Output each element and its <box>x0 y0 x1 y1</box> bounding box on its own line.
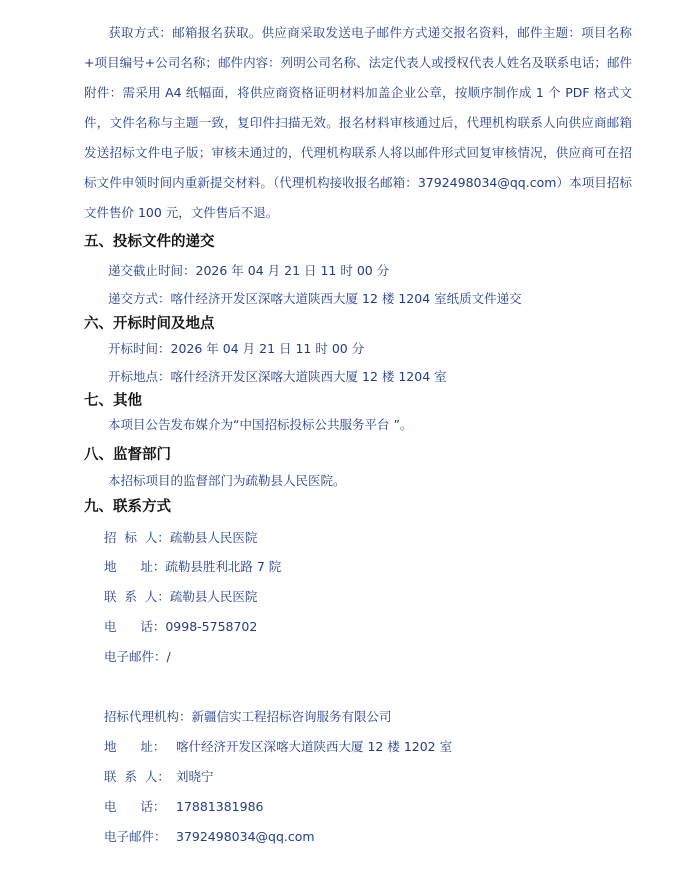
agency-phone-label: 电 话： <box>104 799 166 814</box>
opening-time-value: 2026 年 04 月 21 日 11 时 00 分 <box>170 341 365 356</box>
section9-heading: 九、联系方式 <box>84 499 171 515</box>
submit-method-value: 喀什经济开发区深喀大道陕西大厦 12 楼 1204 室纸质文件递交 <box>170 291 522 306</box>
agency-contact-value: 刘晓宁 <box>176 769 214 784</box>
intro-text: 获取方式：邮箱报名获取。供应商采取发送电子邮件方式递交报名资料，邮件主题：项目名称+项目编号+公司名称；邮件内容：列明公司名称、法定代表人或授权代表人姓名及联系电话；邮件附件：需采用 A4 纸幅面，将供应商资格证明材料加盖企业公章，按顺序制作成 1 个 PDF 格式文件，文件名称与主题一致，复印件扫描无效。报名材料审核通过后，代理机构联系人向供应商邮箱发送招标文件电子版；审核未通过的，代理机构联系人将以邮件形式回复审核情况，供应商可在招标文件申领时间内重新提交材料。（代理机构接收报名邮箱：3792498034@qq.com）本项目招标文件售价 100 元，文件售后不退。 <box>84 25 632 220</box>
agency-address-value: 喀什经济开发区深喀大道陕西大厦 12 楼 1202 室 <box>176 739 453 754</box>
agency-email-value: 3792498034@qq.com <box>176 829 315 844</box>
tenderer-label: 招 标 人： <box>104 530 170 545</box>
agency-name-row <box>104 709 392 725</box>
submit-method-label: 递交方式： <box>108 291 171 306</box>
deadline-row <box>108 263 389 279</box>
agency-phone-row <box>104 799 263 815</box>
deadline-label: 递交截止时间： <box>108 263 196 278</box>
agency-address-row <box>104 739 452 755</box>
opening-time-row <box>108 341 364 357</box>
section7-heading: 七、其他 <box>84 393 142 409</box>
tenderer-email-row <box>104 649 171 665</box>
tenderer-address-value: 疏勒县胜利北路 7 院 <box>165 559 282 574</box>
agency-phone-value: 17881381986 <box>176 799 264 814</box>
supervision-text: 本招标项目的监督部门为疏勒县人民医院。 <box>108 473 346 488</box>
agency-contact-row <box>104 769 214 785</box>
tenderer-address-row <box>104 559 281 575</box>
opening-place-row <box>108 369 447 385</box>
section5-heading: 五、投标文件的递交 <box>84 234 215 250</box>
intro-paragraph <box>84 18 632 228</box>
tenderer-address-label: 地 址： <box>104 559 166 574</box>
tenderer-contact-row <box>104 589 257 605</box>
tenderer-email-label: 电子邮件： <box>104 649 167 664</box>
opening-place-value: 喀什经济开发区深喀大道陕西大厦 12 楼 1204 室 <box>170 369 447 384</box>
agency-email-row <box>104 829 315 845</box>
agency-address-label: 地 址： <box>104 739 166 754</box>
tenderer-contact-label: 联 系 人： <box>104 589 170 604</box>
other-text: 本项目公告发布媒介为“中国招标投标公共服务平台 ”。 <box>108 417 413 432</box>
tenderer-email-value: / <box>166 649 171 664</box>
agency-name-value: 新疆信实工程招标咨询服务有限公司 <box>191 709 392 724</box>
agency-email-label: 电子邮件： <box>104 829 167 844</box>
submit-method-row <box>108 291 522 307</box>
tenderer-phone-row <box>104 619 257 635</box>
deadline-value: 2026 年 04 月 21 日 11 时 00 分 <box>195 263 390 278</box>
tenderer-phone-value: 0998-5758702 <box>165 619 258 634</box>
agency-name-label: 招标代理机构： <box>104 709 192 724</box>
section8-heading: 八、监督部门 <box>84 447 171 463</box>
tenderer-value: 疏勒县人民医院 <box>169 530 258 545</box>
opening-place-label: 开标地点： <box>108 369 171 384</box>
tenderer-phone-label: 电 话： <box>104 619 166 634</box>
tenderer-row <box>104 530 257 546</box>
tenderer-contact-value: 疏勒县人民医院 <box>169 589 258 604</box>
agency-contact-label: 联 系 人： <box>104 769 170 784</box>
section6-heading: 六、开标时间及地点 <box>84 316 215 332</box>
opening-time-label: 开标时间： <box>108 341 171 356</box>
